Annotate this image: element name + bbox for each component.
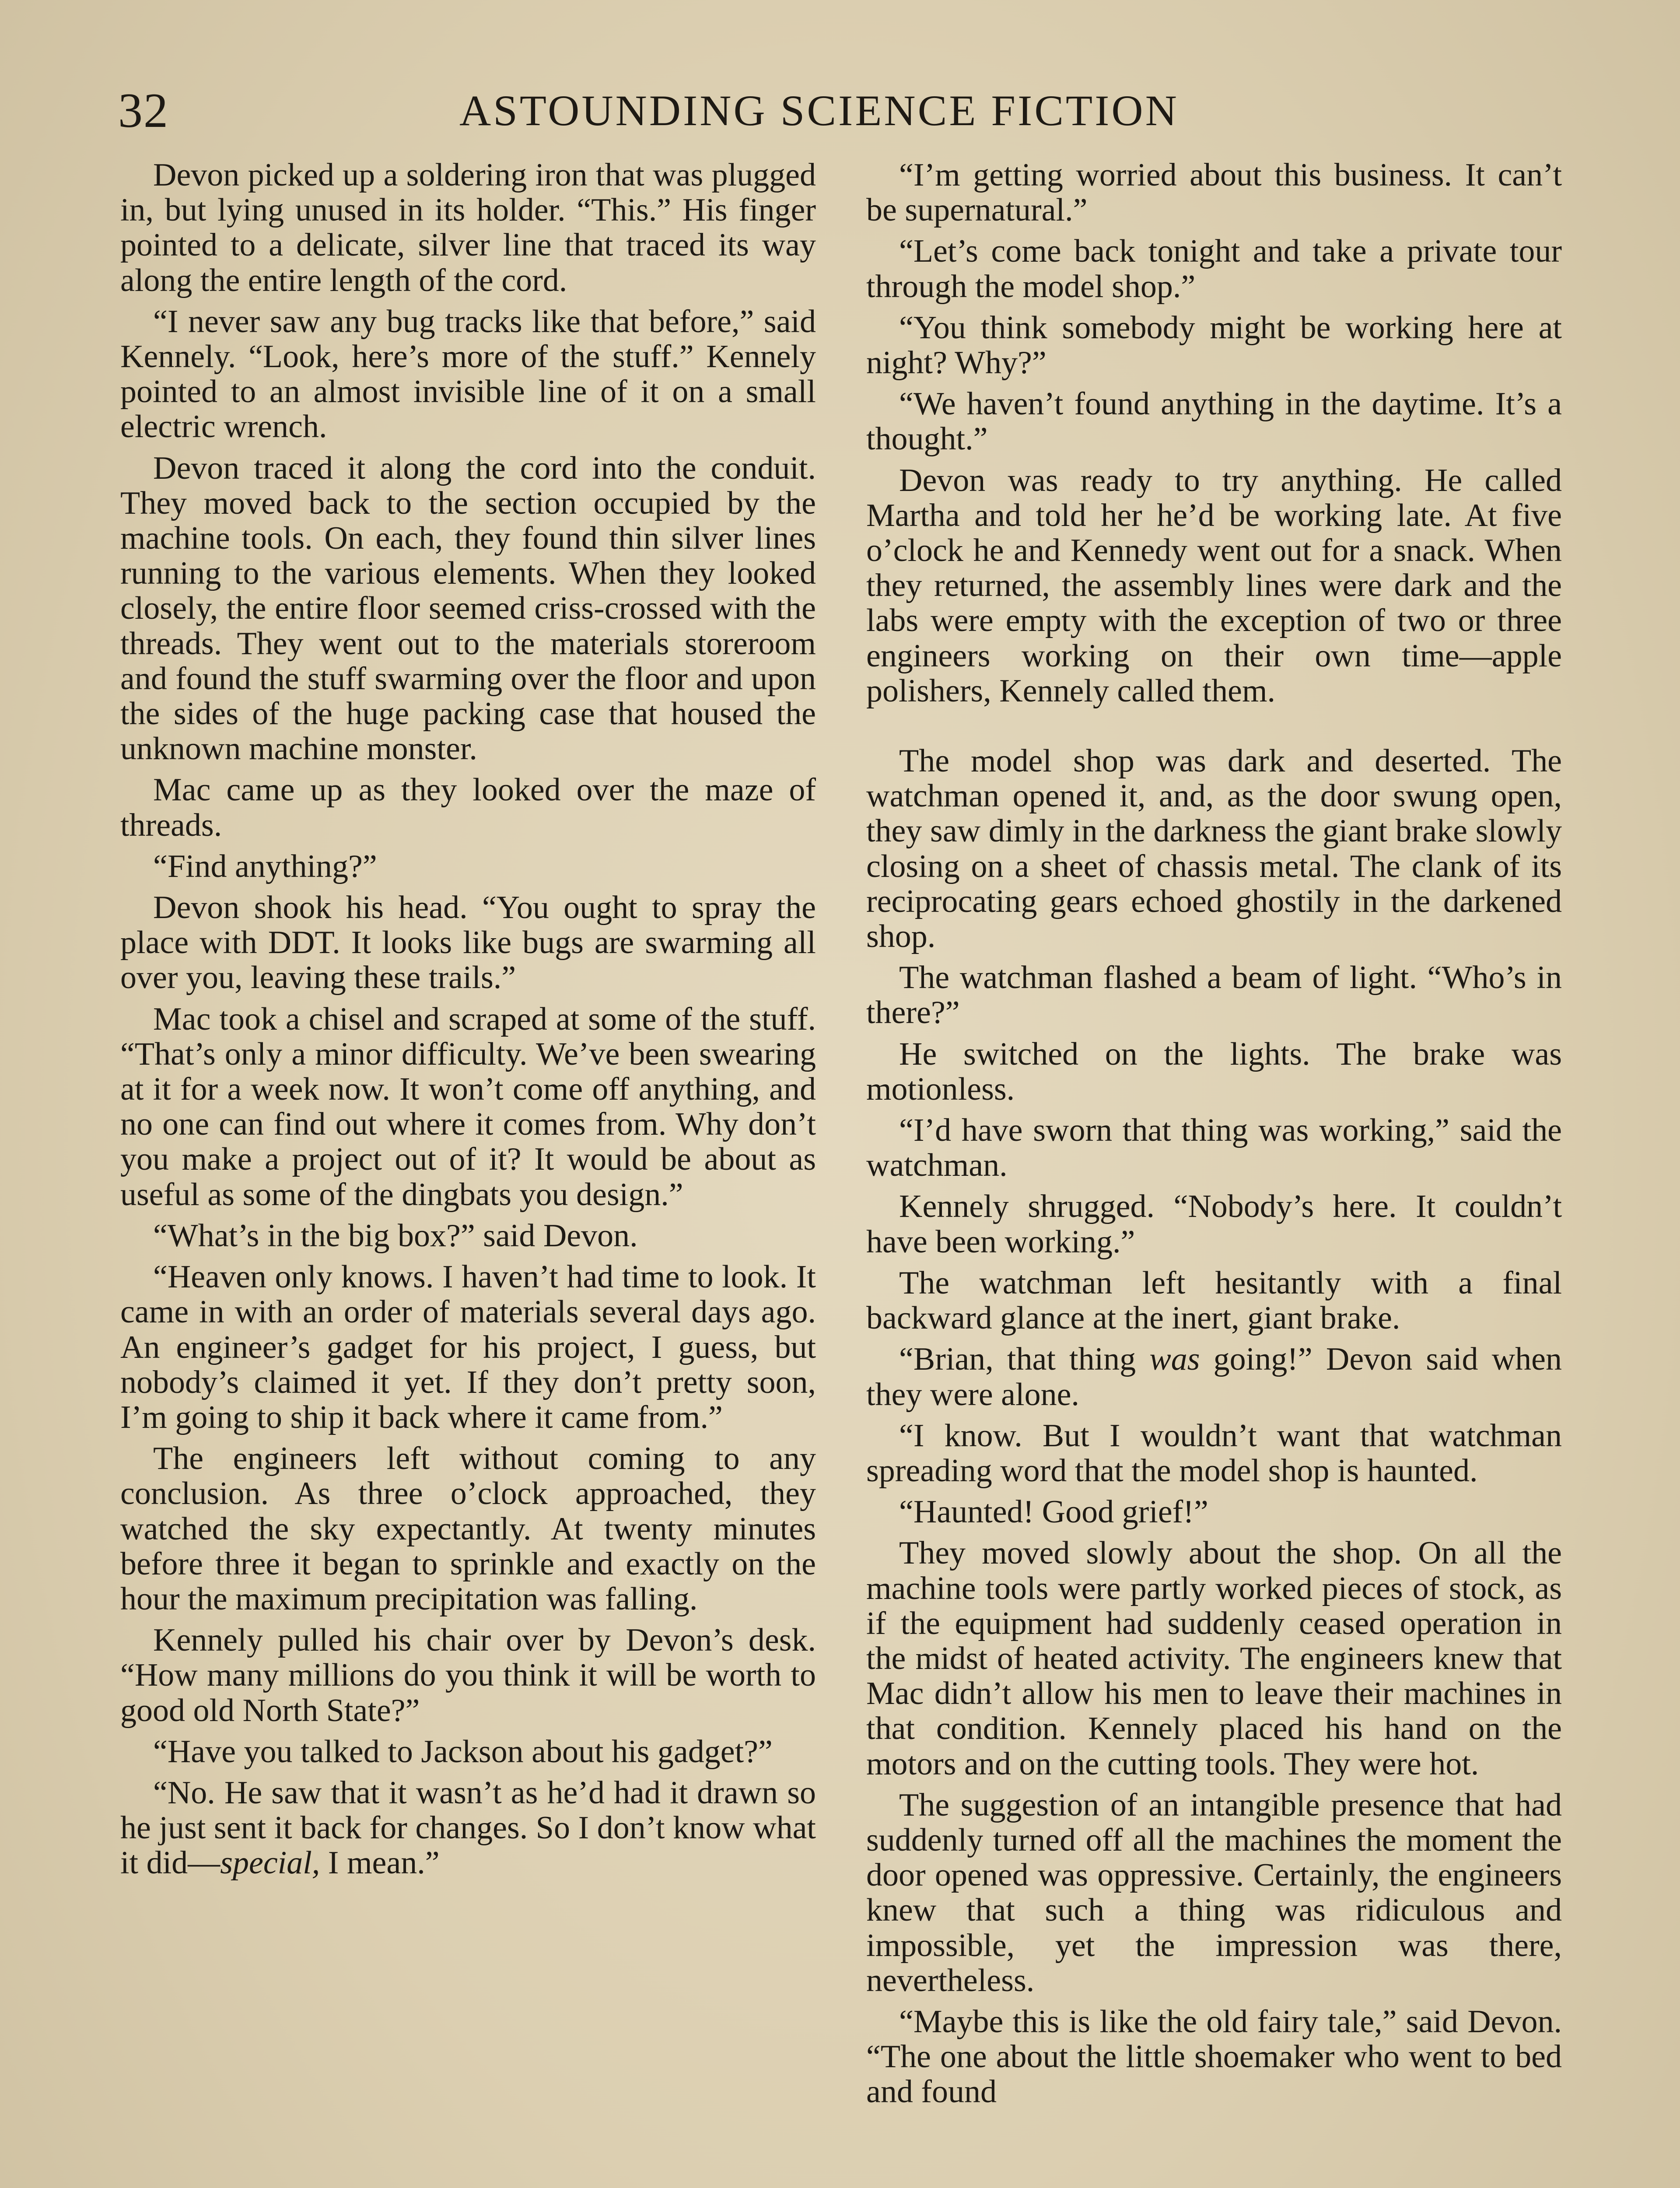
magazine-title: ASTOUNDING SCIENCE FICTION (459, 86, 1179, 135)
paragraph: Kennely pulled his chair over by Devon’s desk. “How many millions do you think it will be worth to good old North State?” (120, 1622, 816, 1729)
paragraph (866, 1342, 1562, 1412)
paragraph: “Have you talked to Jackson about his gadget?” (153, 1733, 773, 1770)
text-run: going!” Devon said when they were alone. (866, 1341, 1562, 1413)
paragraph: The watchman flashed a beam of light. “Who’s in there?” (866, 960, 1562, 1031)
text-run: I mean.” (320, 1845, 440, 1881)
paragraph: “I’m getting worried about this business. It can’t be supernatural.” (866, 157, 1562, 228)
paragraph-section-break: The model shop was dark and deserted. The watchman opened it, and, as the door swung open, they saw dimly in the darkness the giant brake slowly closing on a sheet of chassis metal. The clank of its reciprocating gears echoed ghostily in the darkened shop. (866, 743, 1562, 955)
paragraph: Kennely shrugged. “Nobody’s here. It couldn’t have been working.” (866, 1189, 1562, 1260)
paragraph: The engineers left without coming to any conclusion. As three o’clock approached, they watched the sky expectantly. At twenty minutes before three it began to sprinkle and exactly on the hour the maximum precipitation was falling. (120, 1441, 816, 1617)
paragraph: Devon shook his head. “You ought to spray the place with DDT. It looks like bugs are swarming all over you, leaving these trails.” (120, 890, 816, 996)
paragraph: Devon was ready to try anything. He called Martha and told her he’d be working late. At five o’clock he and Kennedy went out for a snack. When they returned, the assembly lines were dark and the labs were empty with the exception of two or three engineers working on their own time—apple polishers, Kennely called them. (866, 462, 1562, 709)
paragraph (120, 1775, 816, 1881)
paragraph: “Maybe this is like the old fairy tale,” said Devon. “The one about the little shoemaker who went to bed and found (866, 2003, 1562, 2110)
paragraph: “Heaven only knows. I haven’t had time to look. It came in with an order of materials several days ago. An engineer’s gadget for his project, I guess, but nobody’s claimed it yet. If they don’t pretty soon, I’m going to ship it back where it came from.” (120, 1259, 816, 1435)
paragraph: “What’s in the big box?” said Devon. (153, 1217, 638, 1254)
paragraph: They moved slowly about the shop. On all the machine tools were partly worked pieces of stock, as if the equipment had suddenly ceased operation in the midst of heated activity. The engineers knew that Mac didn’t allow his men to leave their machines in that condition. Kennely placed his hand on the motors and on the cutting tools. They were hot. (866, 1535, 1562, 1782)
italic-text: special, (220, 1845, 320, 1881)
paragraph: “I know. But I wouldn’t want that watchman spreading word that the model shop is haunted. (866, 1417, 1562, 1489)
paragraph: “You think somebody might be working here at night? Why?” (866, 309, 1562, 381)
page-number: 32 (118, 84, 169, 138)
paragraph: “Let’s come back tonight and take a private tour through the model shop.” (866, 233, 1562, 305)
paragraph: The suggestion of an intangible presence that had suddenly turned off all the machines the moment the door opened was oppressive. Certainly, the engineers knew that such a thing was ridiculous and impossible, yet the impression was there, nevertheless. (866, 1787, 1562, 1999)
paragraph: “I’d have sworn that thing was working,” said the watchman. (866, 1112, 1562, 1184)
paragraph: He switched on the lights. The brake was motionless. (866, 1036, 1562, 1107)
paragraph: “Find anything?” (153, 848, 377, 884)
italic-text: was (1149, 1341, 1200, 1378)
paragraph: “We haven’t found anything in the daytime. It’s a thought.” (866, 386, 1562, 457)
paragraph: “I never saw any bug tracks like that before,” said Kennely. “Look, here’s more of the stuff.” Kennely pointed to an almost invisible line of it on a small electric wrench. (120, 303, 816, 445)
paragraph: Devon traced it along the cord into the conduit. They moved back to the section occupied by the machine tools. On each, they found thin silver lines running to the various elements. When they looked closely, the entire floor seemed criss-crossed with the threads. They went out to the materials storeroom and found the stuff swarming over the floor and upon the sides of the huge packing case that housed the unknown machine monster. (120, 450, 816, 767)
left-column (120, 158, 816, 1887)
paragraph: The watchman left hesitantly with a final backward glance at the inert, giant brake. (866, 1265, 1562, 1336)
right-column (866, 158, 1562, 2116)
paragraph: “Haunted! Good grief!” (899, 1494, 1208, 1530)
paragraph: Mac came up as they looked over the maze of threads. (120, 772, 816, 843)
paragraph: Devon picked up a soldering iron that was plugged in, but lying unused in its holder. “This.” His finger pointed to a delicate, silver line that traced its way along the entire length of the cord. (120, 157, 816, 298)
text-run: “Brian, that thing (899, 1341, 1150, 1378)
text-run: “No. He saw that it wasn’t as he’d had it drawn so he just sent it back for changes. So I don’t know what it did— (120, 1774, 816, 1881)
paragraph: Mac took a chisel and scraped at some of the stuff. “That’s only a minor difficulty. We’ve been swearing at it for a week now. It won’t come off anything, and no one can find out where it comes from. Why don’t you make a project out of it? It would be about as useful as some of the dingbats you design.” (120, 1001, 816, 1213)
page-header (118, 78, 1562, 144)
